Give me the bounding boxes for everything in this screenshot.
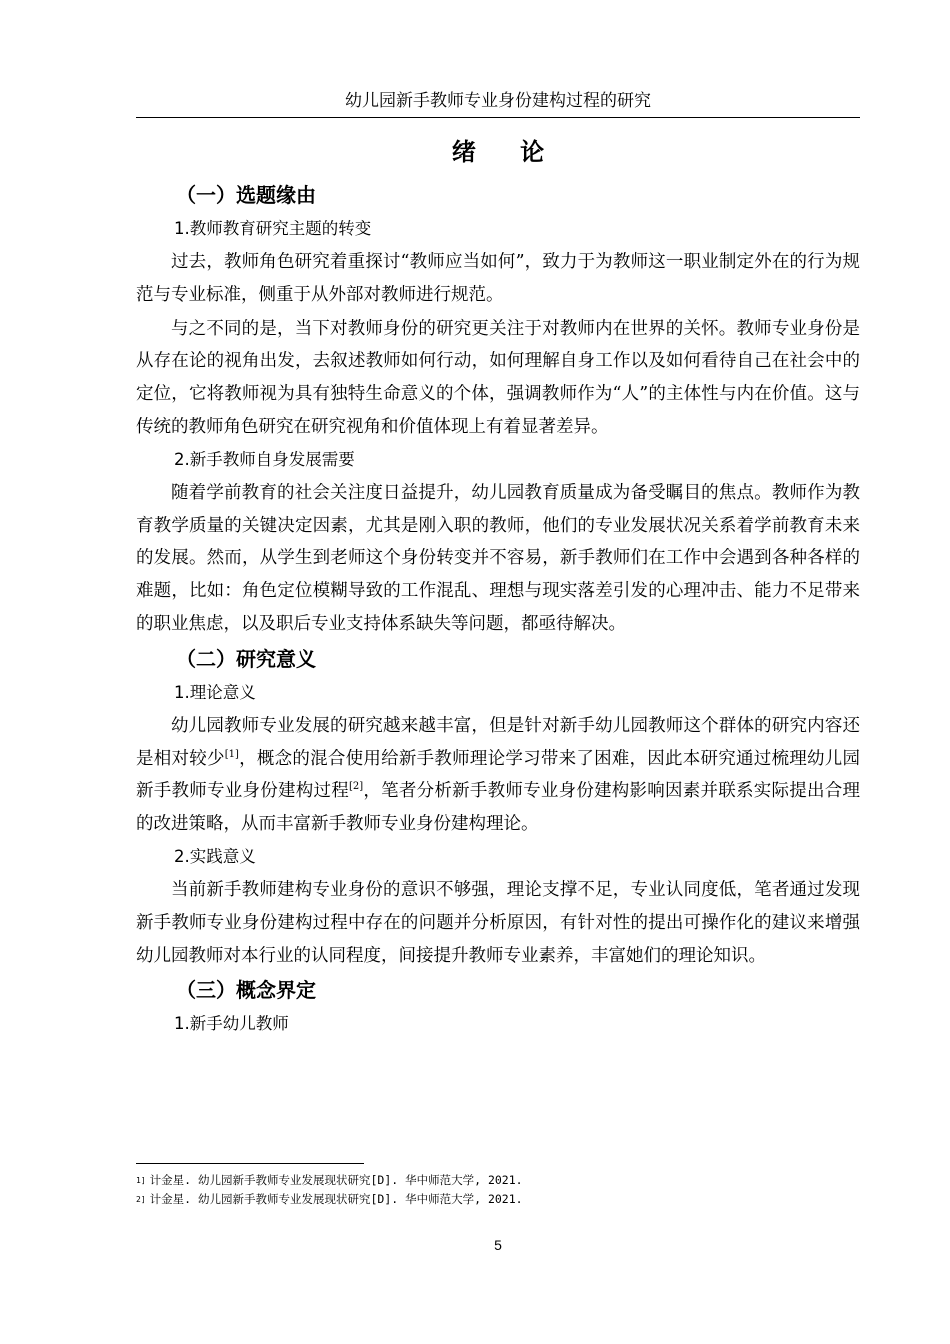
paragraph: 随着学前教育的社会关注度日益提升，幼儿园教育质量成为备受瞩目的焦点。教师作为教育教学质量的关键决定因素，尤其是刚入职的教师，他们的专业发展状况关系着学前教育未来的发展。然而，从学生到老师这个身份转变并不容易，新手教师们在工作中会遇到各种各样的难题，比如：角色定位模糊导致的工作混乱、理想与现实落差引发的心理冲击、能力不足带来的职业焦虑，以及职后专业支持体系缺失等问题，都亟待解决。 — [136, 482, 860, 634]
chapter-title: 绪 论 — [451, 138, 563, 166]
footnote-mark: 2] — [136, 1195, 146, 1204]
paragraph: 过去，教师角色研究着重探讨“教师应当如何”，致力于为教师这一职业制定外在的行为规范与专业标准，侧重于从外部对教师进行规范。 — [136, 252, 860, 305]
citation-ref-1[interactable]: [1] — [224, 748, 239, 760]
footnote-text: 计金星. 幼儿园新手教师专业发展现状研究[D]. 华中师范大学, 2021. — [149, 1192, 523, 1206]
footnote-item — [136, 1171, 860, 1190]
subsection-heading-novice-teacher: 1.新手幼儿教师 — [174, 1014, 289, 1034]
subsection-heading-development-needs: 2.新手教师自身发展需要 — [174, 449, 355, 469]
footnote-rule — [136, 1163, 364, 1164]
section-heading-origin: （一）选题缘由 — [176, 183, 316, 207]
page-number: 5 — [494, 1237, 502, 1253]
footnotes — [136, 1171, 860, 1209]
header-rule — [136, 117, 860, 118]
paragraph: 与之不同的是，当下对教师身份的研究更关注于对教师内在世界的关怀。教师专业身份是从存在论的视角出发，去叙述教师如何行动，如何理解自身工作以及如何看待自己在社会中的定位，它将教师视为具有独特生命意义的个体，强调教师作为“人”的主体性与内在价值。这与传统的教师角色研究在研究视角和价值体现上有着显著差异。 — [136, 318, 860, 437]
paragraph-with-citations — [136, 710, 860, 841]
subsection-heading-theoretical: 1.理论意义 — [174, 682, 256, 702]
text-run: ，笔者分析新手教师专业身份建构影响因素并联系实际提出合理的改进策略，从而丰富新手教师专业身份建构理论。 — [136, 781, 861, 835]
subsection-heading-theme-shift: 1.教师教育研究主题的转变 — [174, 219, 372, 238]
subsection-heading-practical: 2.实践意义 — [174, 846, 256, 866]
section-heading-significance: （二）研究意义 — [176, 646, 316, 671]
paragraph: 当前新手教师建构专业身份的意识不够强，理论支撑不足，专业认同度低，笔者通过发现新手教师专业身份建构过程中存在的问题并分析原因，有针对性的提出可操作化的建议来增强幼儿园教师对本行业的认同程度，间接提升教师专业素养，丰富她们的理论知识。 — [136, 879, 860, 966]
section-heading-definitions: （三）概念界定 — [176, 978, 316, 1003]
text-run: ，概念的混合使用给新手教师理论学习带来了困难，因此本研究通过梳理幼儿园新手教师专业身份建构过程 — [136, 748, 861, 802]
text-run: 幼儿园教师专业发展的研究越来越丰富，但是针对新手幼儿园教师这个群体的研究内容还是相对较少 — [136, 715, 860, 769]
footnote-item — [136, 1190, 860, 1209]
page-body — [136, 134, 860, 1041]
running-header: 幼儿园新手教师专业身份建构过程的研究 — [345, 91, 651, 111]
citation-ref-2[interactable]: [2] — [348, 781, 364, 793]
footnote-mark: 1] — [136, 1176, 146, 1185]
footnote-text: 计金星. 幼儿园新手教师专业发展现状研究[D]. 华中师范大学, 2021. — [149, 1173, 523, 1187]
